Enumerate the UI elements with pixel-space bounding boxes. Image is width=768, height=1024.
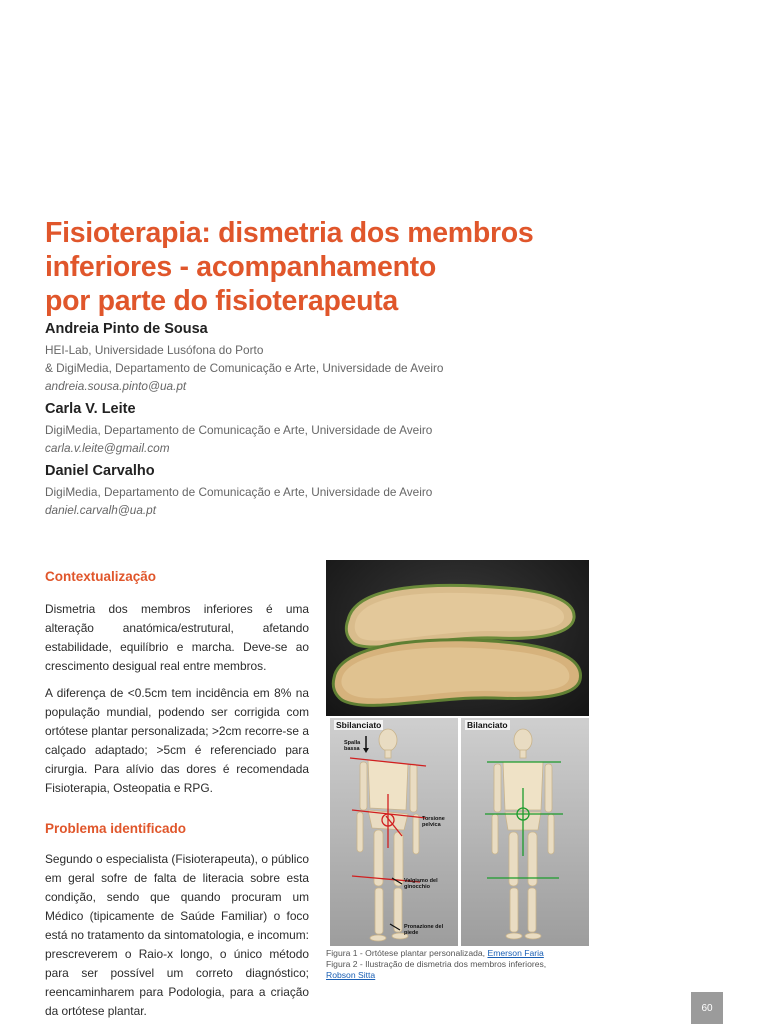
annotation-label: Torsione pelvica	[422, 816, 445, 828]
title-line: inferiores - acompanhamento	[45, 251, 436, 283]
author-affiliation: DigiMedia, Departamento de Comunicação e Arte, Universidade de Aveiro	[45, 485, 433, 499]
author-email[interactable]: andreia.sousa.pinto@ua.pt	[45, 379, 187, 393]
page-number: 60	[691, 992, 723, 1024]
annotation-label: Valgismo del ginocchio	[404, 878, 438, 890]
section-heading: Problema identificado	[45, 821, 187, 836]
body-column	[45, 568, 309, 1021]
paragraph: Dismetria dos membros inferiores é uma alteração anatómica/estrutural, afetando estabilidade, equilíbrio e marcha. Deve-se ao crescimento desigual real entre membros.	[45, 602, 309, 673]
author-block	[45, 462, 565, 519]
panel-label: Sbilanciato	[336, 720, 382, 730]
insole-illustration	[326, 560, 589, 716]
author-name: Daniel Carvalho	[45, 463, 155, 479]
annotation-label: Pronazione del piede	[404, 924, 444, 936]
caption-text: Figura 2 - Ilustração de dismetria dos membros inferiores,	[326, 959, 547, 969]
caption-text: Figura 1 - Ortótese plantar personalizada,	[326, 948, 488, 958]
skeleton-illustration	[326, 716, 589, 948]
author-block	[45, 400, 565, 457]
section-heading: Contextualização	[45, 569, 157, 584]
paragraph: Segundo o especialista (Fisioterapeuta), o público em geral sofre de falta de literacia sobre esta condição, sendo que quando procuram um Médico (tipicamente de Saúde Familiar) o foco está no tratamento da sintomatologia, e incomum: prescreverem o Raio-x longo, o único método para ser possível um correto diagnóstico; reencaminharem para Podologia, para a criação da ortótese plantar.	[45, 852, 309, 1018]
caption	[326, 959, 596, 981]
unbalanced-skeleton-figure	[330, 718, 458, 946]
author-email[interactable]: daniel.carvalh@ua.pt	[45, 503, 157, 517]
title-line: Fisioterapia: dismetria dos membros	[45, 217, 534, 249]
author-email[interactable]: carla.v.leite@gmail.com	[45, 441, 170, 455]
title-line: por parte do fisioterapeuta	[45, 285, 398, 317]
caption-credit-link[interactable]: Robson Sitta	[326, 970, 376, 980]
balanced-skeleton-figure	[461, 718, 589, 946]
insole-photo	[326, 560, 589, 716]
author-name: Carla V. Leite	[45, 401, 136, 417]
author-affiliation: HEI-Lab, Universidade Lusófona do Porto	[45, 343, 264, 357]
balanced-panel	[461, 718, 589, 946]
caption	[326, 948, 596, 959]
paragraph: A diferença de <0.5cm tem incidência em 8% na população mundial, podendo ser corrigida com ortótese plantar personalizada; >2cm recorre-se a calçado adaptado; >5cm é referenciado para cirurgia. Para alívio das dores é recomendada Fisioterapia, Osteopatia e RPG.	[45, 686, 309, 795]
figure-captions	[326, 948, 596, 981]
unbalanced-panel	[330, 718, 458, 946]
author-affiliation: & DigiMedia, Departamento de Comunicação e Arte, Universidade de Aveiro	[45, 361, 444, 375]
author-affiliation: DigiMedia, Departamento de Comunicação e Arte, Universidade de Aveiro	[45, 423, 433, 437]
author-block	[45, 320, 565, 395]
panel-label: Bilanciato	[467, 720, 508, 730]
caption-credit-link[interactable]: Emerson Faria	[487, 948, 544, 958]
article-title	[45, 216, 605, 318]
annotation-label: Spalla bassa	[344, 740, 361, 752]
author-name: Andreia Pinto de Sousa	[45, 321, 208, 337]
